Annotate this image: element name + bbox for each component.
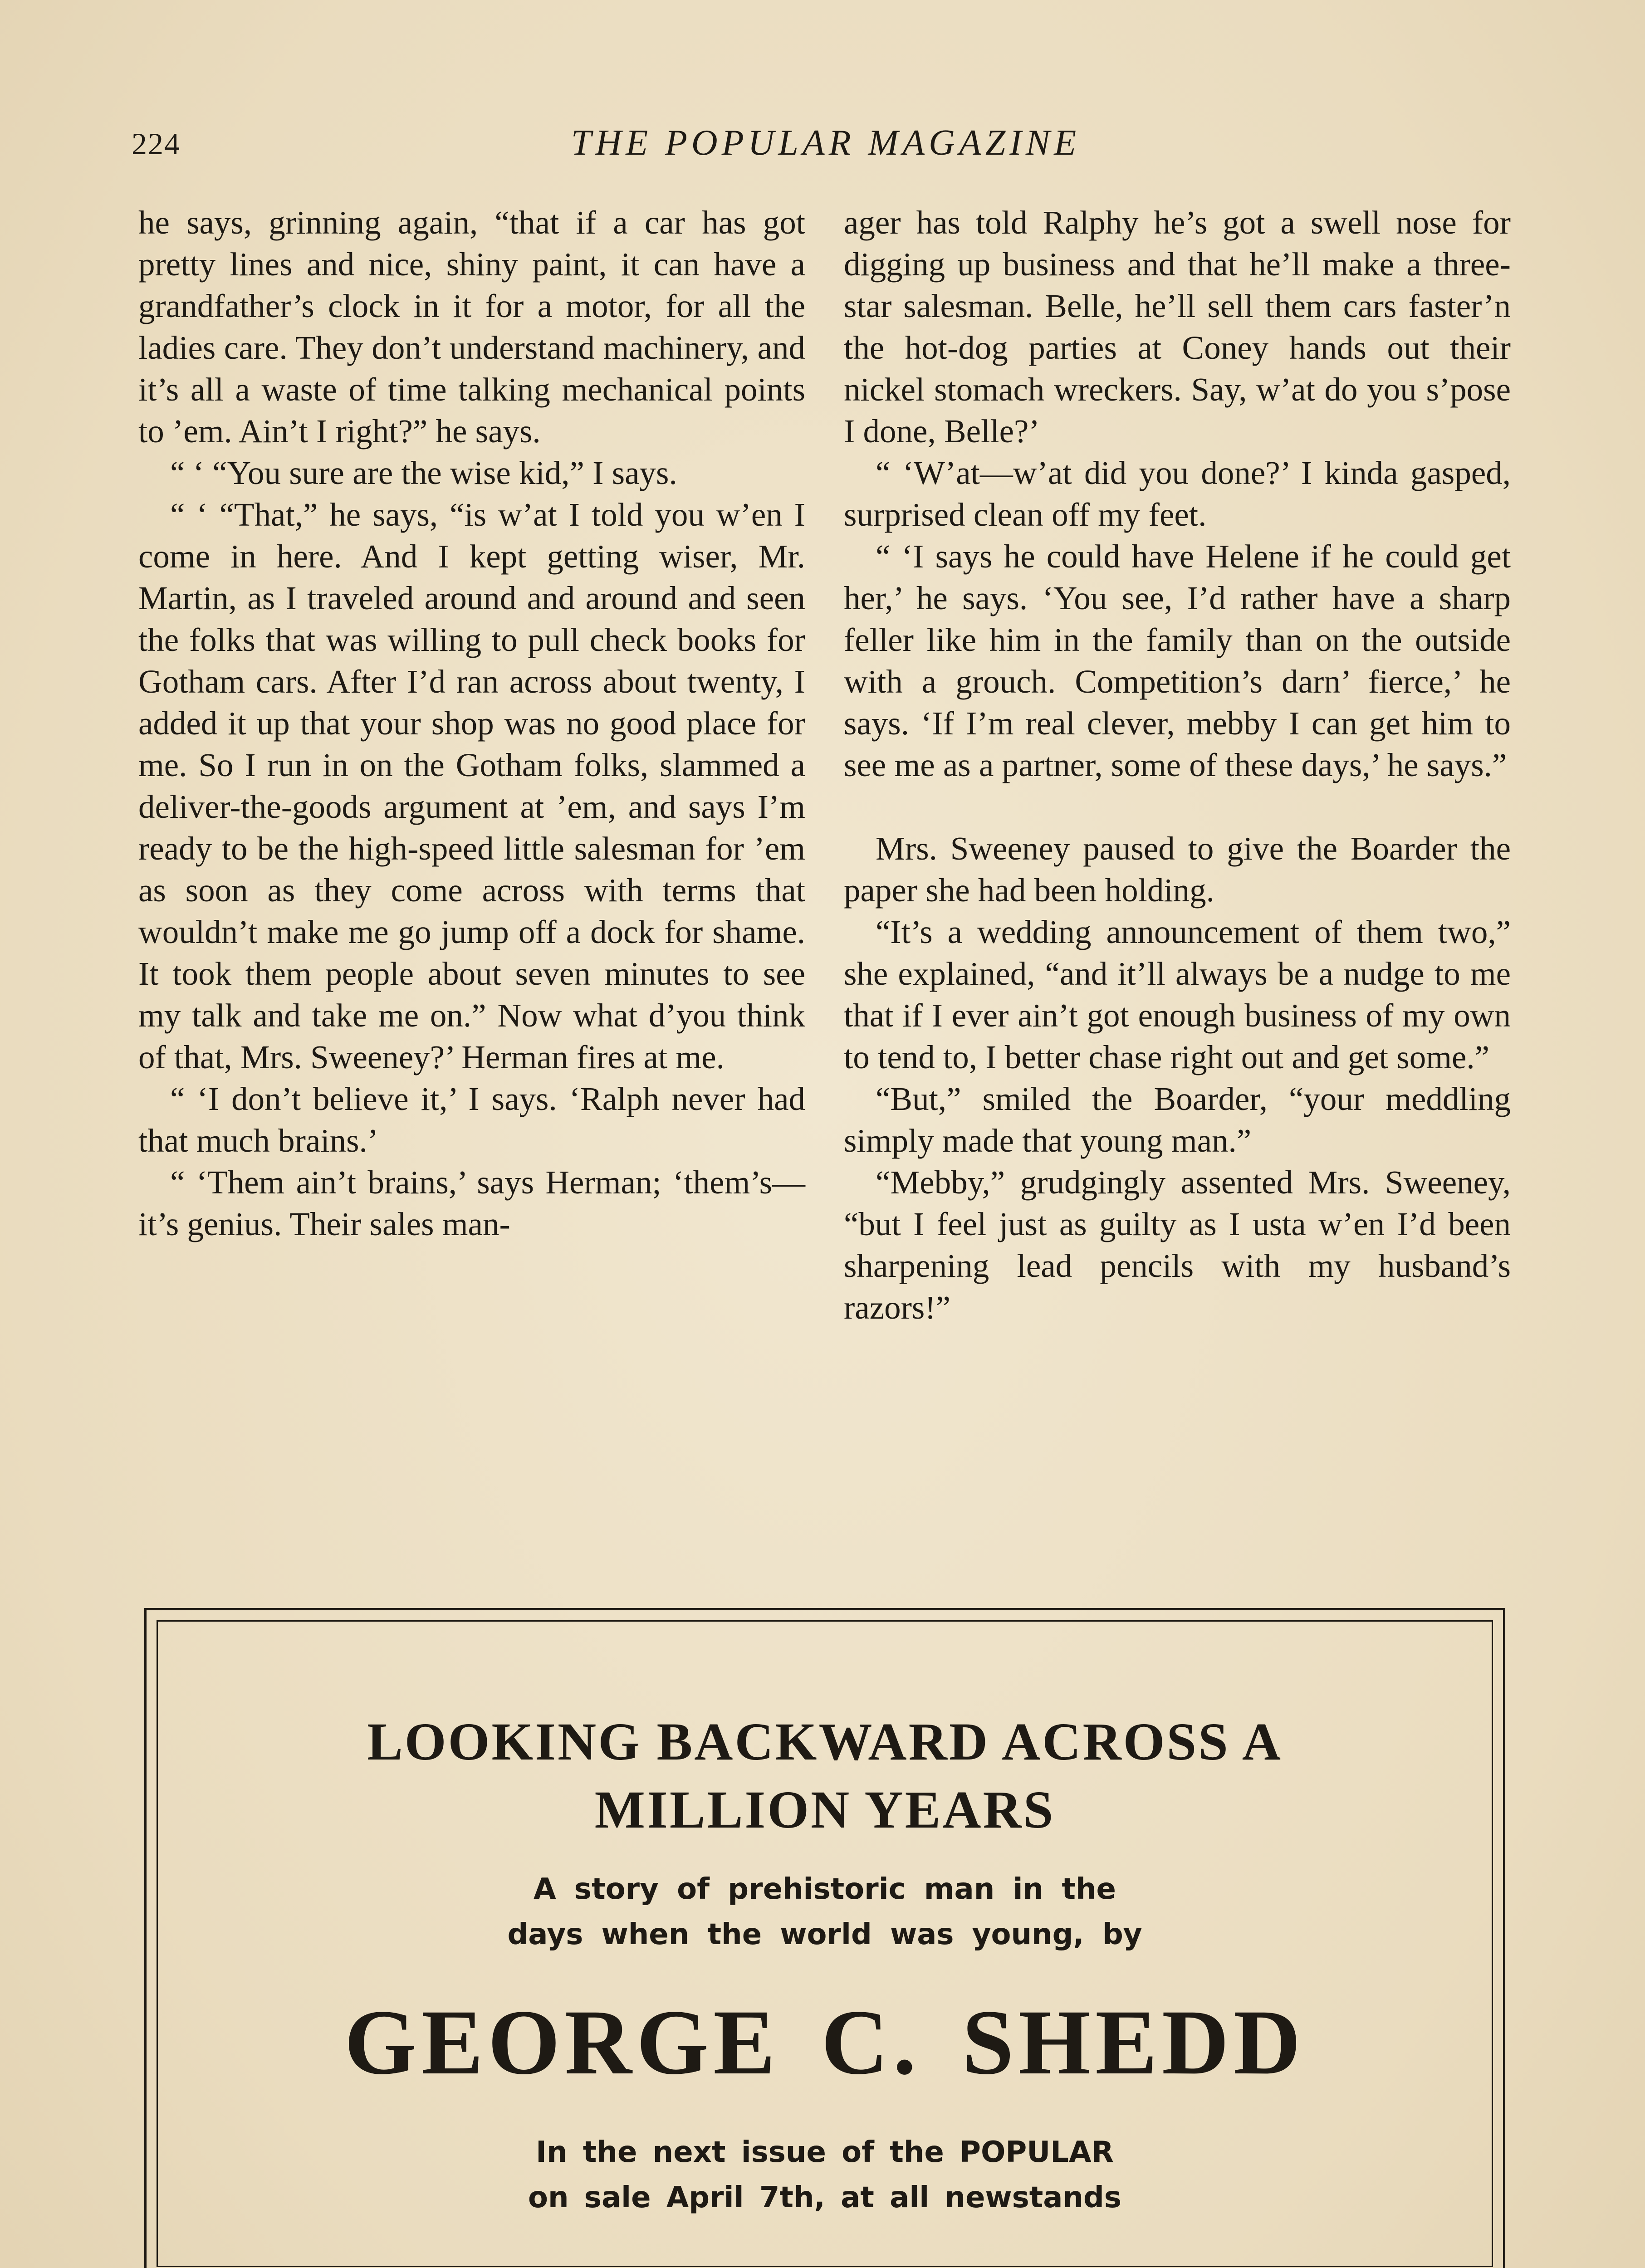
paragraph: Mrs. Sweeney paused to give the Boarder the paper she had been holding. <box>844 830 1511 909</box>
advertisement-title <box>158 1708 1492 1844</box>
advertisement-footer-line: on sale April 7th, at all newstands <box>528 2181 1121 2214</box>
advertisement-subtitle <box>158 1867 1492 1957</box>
advertisement-inner-border <box>157 1620 1493 2267</box>
paragraph: “ ‘Them ain’t brains,’ says Herman; ‘them’s—it’s genius. Their sales man- <box>138 1164 805 1242</box>
advertisement-footer <box>158 2130 1492 2220</box>
advertisement-subtitle-line: days when the world was young, by <box>507 1918 1142 1951</box>
paragraph: “It’s a wedding announcement of them two,” she explained, “and it’ll always be a nudge to me that if I ever ain’t got enough business of my own to tend to, I better chase right out and get some.” <box>844 914 1511 1075</box>
advertisement-footer-line: In the next issue of the POPULAR <box>536 2136 1114 2169</box>
paragraph: “ ‘I don’t believe it,’ I says. ‘Ralph never had that much brains.’ <box>138 1080 805 1159</box>
paragraph: “But,” smiled the Boarder, “your meddling simply made that young man.” <box>844 1080 1511 1159</box>
advertisement-title-line: MILLION YEARS <box>594 1780 1055 1839</box>
paragraph: he says, grinning again, “that if a car has got pretty lines and nice, shiny paint, it can have a grandfather’s clock in it for a motor, for all the ladies care. They don’t understand machinery, and it’s all a waste of time talking mechanical points to ’em. Ain’t I right?” he says. <box>138 204 805 450</box>
advertisement-box <box>144 1608 1505 2268</box>
paragraph: “ ‘ “You sure are the wise kid,” I says. <box>170 455 677 491</box>
page-number: 224 <box>132 127 181 161</box>
left-text-column <box>138 202 805 1245</box>
paragraph: “ ‘ “That,” he says, “is w’at I told you w’en I come in here. And I kept getting wiser, Mr. Martin, as I traveled around and around and seen the folks that was willing to pull check books for Gotham cars. After I’d ran across about twenty, I added it up that your shop was no good place for me. So I run in on the Gotham folks, slammed a deliver-the-goods argument at ’em, and says I’m ready to be the high-speed little salesman for ’em as soon as they come across with terms that wouldn’t make me go jump off a dock for shame. It took them people about seven minutes to see my talk and take me on.” Now what d’you think of that, Mrs. Sweeney?’ Herman fires at me. <box>138 496 805 1075</box>
paragraph: ager has told Ralphy he’s got a swell nose for digging up business and that he’ll make a three-star salesman. Belle, he’ll sell them cars faster’n the hot-dog parties at Coney hands out their nickel stomach wreckers. Say, w’at do you s’pose I done, Belle?’ <box>844 204 1511 450</box>
paragraph: “ ‘W’at—w’at did you done?’ I kinda gasped, surprised clean off my feet. <box>844 455 1511 533</box>
advertisement-author: GEORGE C. SHEDD <box>344 1991 1305 2094</box>
paragraph: “ ‘I says he could have Helene if he could get her,’ he says. ‘You see, I’d rather have a sharp feller like him in the family than on the outside with a grouch. Competition’s darn’ fierce,’ he says. ‘If I’m real clever, mebby I can get him to see me as a partner, some of these days,’ he says.” <box>844 538 1511 783</box>
section-break <box>844 786 1511 828</box>
paragraph: “Mebby,” grudgingly assented Mrs. Sweeney, “but I feel just as guilty as I usta w’en I’d been sharpening lead pencils with my husband’s razors!” <box>844 1164 1511 1326</box>
advertisement-title-line: LOOKING BACKWARD ACROSS A <box>367 1712 1283 1771</box>
right-text-column <box>844 202 1511 1329</box>
running-title: THE POPULAR MAGAZINE <box>571 123 1081 163</box>
advertisement-subtitle-line: A story of prehistoric man in the <box>534 1872 1116 1906</box>
page-header <box>132 122 1520 172</box>
